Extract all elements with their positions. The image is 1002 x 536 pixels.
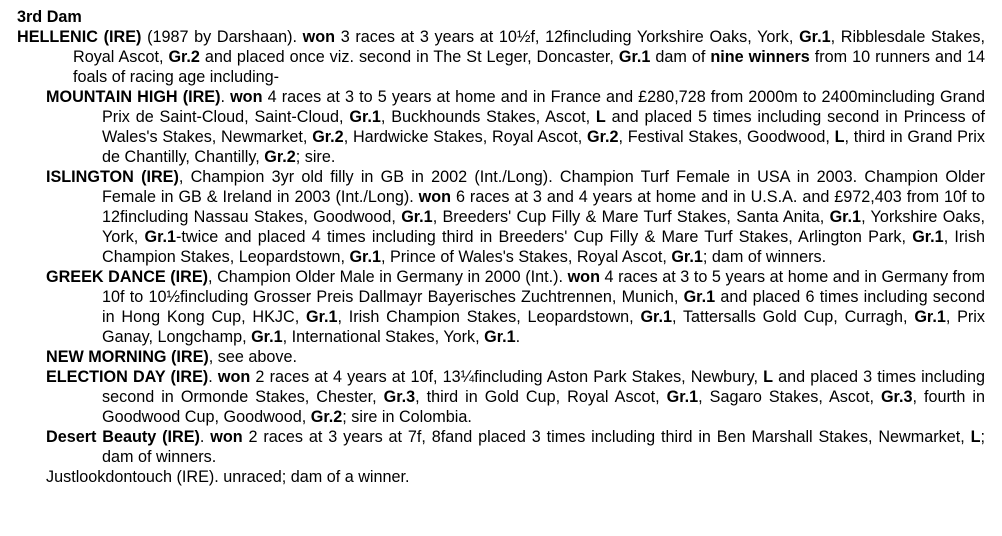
offspring-entry-election-day [46, 367, 985, 427]
entry-text: , Festival Stakes, Goodwood, [618, 128, 835, 146]
race-grade: Gr.1 [671, 248, 703, 266]
entry-text: , Ribblesdale Stakes, Royal Ascot, [73, 28, 985, 66]
offspring-entry-islington [46, 167, 985, 267]
entry-text: 4 races at 3 to 5 years at home and in France and £280,728 from 2000m to 2400mincluding Grand Prix de Saint-Cloud, Saint-Cloud, [102, 88, 985, 126]
entry-text: -twice and placed 4 times including third in Breeders' Cup Filly & Mare Turf Stakes, Arlington Park, [176, 228, 913, 246]
race-grade: Gr.2 [312, 128, 344, 146]
entry-text: and placed 3 times including second in Ormonde Stakes, Chester, [102, 368, 985, 406]
won-label: won [567, 268, 600, 286]
entry-text: , International Stakes, York, [282, 328, 485, 346]
dam-entry-hellenic [17, 27, 985, 87]
horse-name: HELLENIC (IRE) [17, 28, 142, 46]
entry-text: ; dam of winners. [102, 428, 985, 466]
won-label: won [210, 428, 243, 446]
entry-text: ; sire in Colombia. [342, 408, 472, 426]
entry-text: , Champion 3yr old filly in GB in 2002 (Int./Long). Champion Turf Female in USA in 2003. Champion Older Female in GB & Ireland in 2003 (Int./Long). [102, 168, 985, 206]
race-grade: Gr.2 [264, 148, 296, 166]
entry-text: and placed 5 times including second in Princess of Wales's Stakes, Newmarket, [102, 108, 985, 146]
entry-text: , third in Gold Cup, Royal Ascot, [415, 388, 667, 406]
winners-count: nine winners [710, 48, 810, 66]
entry-text: , see above. [208, 348, 297, 366]
race-grade: Gr.1 [144, 228, 177, 246]
entry-text: . [220, 88, 231, 106]
entry-text: 2 races at 3 years at 7f, 8fand placed 3 times including third in Ben Marshall Stakes, Newmarket, [242, 428, 971, 446]
horse-name: Desert Beauty (IRE) [46, 428, 200, 446]
entry-text: , Tattersalls Gold Cup, Curragh, [671, 308, 915, 326]
entry-text: . [208, 368, 218, 386]
race-grade: L [595, 108, 606, 126]
won-label: won [217, 368, 251, 386]
race-grade: L [970, 428, 981, 446]
entry-text: , Buckhounds Stakes, Ascot, [380, 108, 596, 126]
race-grade: Gr.1 [349, 248, 381, 266]
race-grade: Gr.1 [306, 308, 338, 326]
race-grade: Gr.2 [168, 48, 200, 66]
race-grade: Gr.1 [799, 28, 831, 46]
entry-text: 2 races at 4 years at 10f, 13¼fincluding Aston Park Stakes, Newbury, [250, 368, 764, 386]
entry-text: 6 races at 3 and 4 years at home and in U.S.A. and £972,403 from 10f to 12fincluding Nassau Stakes, Goodwood, [102, 188, 985, 226]
race-grade: Gr.1 [640, 308, 672, 326]
entry-text: , Prix Ganay, Longchamp, [102, 308, 985, 346]
section-title: 3rd Dam [17, 8, 82, 26]
horse-name: MOUNTAIN HIGH (IRE) [46, 88, 221, 106]
entry-text: , fourth in Goodwood Cup, Goodwood, [102, 388, 985, 426]
entry-text: , Prince of Wales's Stakes, Royal Ascot, [380, 248, 672, 266]
race-grade: Gr.2 [587, 128, 619, 146]
entry-text: , Breeders' Cup Filly & Mare Turf Stakes, Santa Anita, [432, 208, 830, 226]
horse-name: ELECTION DAY (IRE) [46, 368, 209, 386]
race-grade: Gr.1 [618, 48, 651, 66]
race-grade: Gr.2 [310, 408, 343, 426]
race-grade: Gr.1 [349, 108, 381, 126]
entry-text: dam of [650, 48, 711, 66]
entry-text: 3 races at 3 years at 10½f, 12fincluding Yorkshire Oaks, York, [335, 28, 800, 46]
offspring-entry-greek-dance [46, 267, 985, 347]
won-label: won [418, 188, 452, 206]
entry-text: , Yorkshire Oaks, York, [102, 208, 985, 246]
entry-text: . [515, 328, 521, 346]
race-grade: Gr.1 [914, 308, 946, 326]
entry-text: and placed 6 times including second in Hong Kong Cup, HKJC, [102, 288, 986, 326]
race-grade: Gr.1 [829, 208, 862, 226]
race-grade: L [763, 368, 773, 386]
entry-text: , third in Grand Prix de Chantilly, Chantilly, [102, 128, 985, 166]
race-grade: Gr.1 [251, 328, 283, 346]
entry-text: ; sire. [295, 148, 336, 166]
entry-text: (1987 by Darshaan). [141, 28, 303, 46]
entry-text: , Champion Older Male in Germany in 2000 (Int.). [208, 268, 568, 286]
race-grade: Gr.1 [912, 228, 944, 246]
race-grade: Gr.1 [401, 208, 433, 226]
entry-text: and placed once viz. second in The St Leger, Doncaster, [199, 48, 619, 66]
entry-text: 4 races at 3 to 5 years at home and in Germany from 10f to 10½fincluding Grosser Preis Dallmayr Bayerisches Zuchtrennen, Munich, [102, 268, 985, 306]
offspring-entry-justlookdontouch: Justlookdontouch (IRE). unraced; dam of a winner. [46, 468, 410, 486]
race-grade: Gr.1 [484, 328, 516, 346]
entry-text: ; dam of winners. [702, 248, 827, 266]
entry-text: from 10 runners and 14 foals of racing age including- [73, 48, 985, 86]
race-grade: Gr.1 [666, 388, 699, 406]
offspring-entry-new-morning [46, 347, 985, 367]
entry-text: . [199, 428, 211, 446]
entry-text: , Hardwicke Stakes, Royal Ascot, [343, 128, 588, 146]
entry-text: , Sagaro Stakes, Ascot, [698, 388, 881, 406]
offspring-entry-desert-beauty [46, 427, 985, 467]
won-label: won [302, 28, 336, 46]
won-label: won [230, 88, 263, 106]
race-grade: Gr.1 [683, 288, 716, 306]
race-grade: Gr.3 [383, 388, 416, 406]
race-grade: L [834, 128, 845, 146]
entry-text: , Irish Champion Stakes, Leopardstown, [337, 308, 641, 326]
horse-name: NEW MORNING (IRE) [46, 348, 209, 366]
offspring-entry-mountain-high [46, 87, 985, 167]
horse-name: ISLINGTON (IRE) [46, 168, 179, 186]
race-grade: Gr.3 [880, 388, 913, 406]
entry-text: , Irish Champion Stakes, Leopardstown, [102, 228, 985, 266]
horse-name: GREEK DANCE (IRE) [46, 268, 209, 286]
